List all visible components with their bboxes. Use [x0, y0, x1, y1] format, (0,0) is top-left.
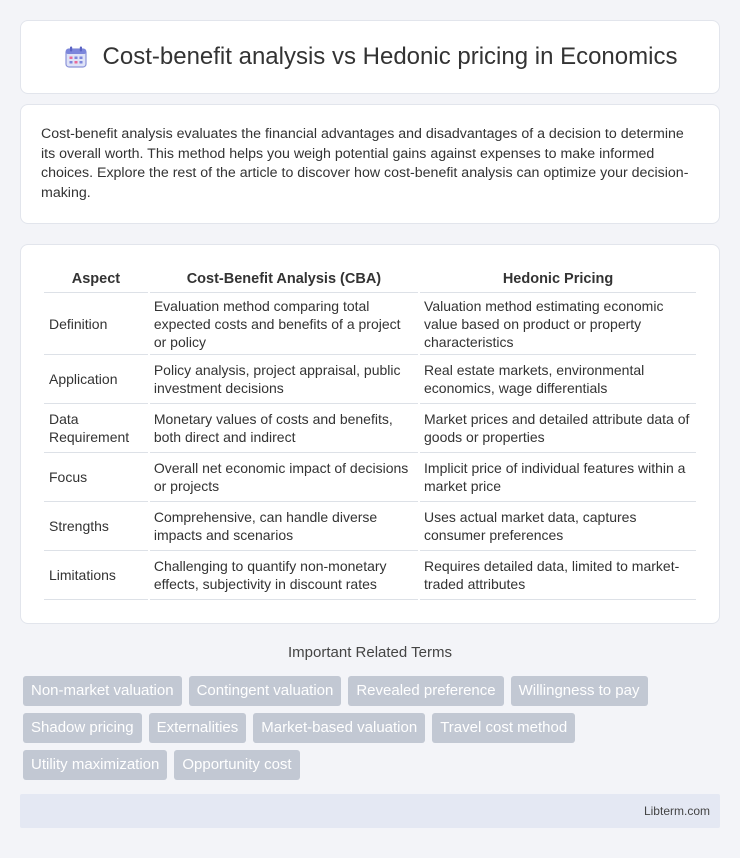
title-wrap [63, 43, 678, 71]
row-hedonic: Real estate markets, environmental economics, wage differentials [420, 355, 696, 404]
footer-brand-link[interactable]: Libterm.com [643, 804, 710, 818]
row-cba: Overall net economic impact of decisions or projects [150, 453, 418, 502]
tag-travel-cost-method[interactable]: Travel cost method [432, 713, 575, 743]
header-card [20, 20, 720, 94]
related-terms-list [23, 676, 703, 780]
row-hedonic: Requires detailed data, limited to market-traded attributes [420, 551, 696, 600]
row-aspect: Application [44, 355, 148, 404]
table-row [44, 453, 696, 502]
row-hedonic: Valuation method estimating economic value based on product or property characteristics [420, 293, 696, 355]
calendar-icon [63, 44, 89, 70]
tag-market-based-valuation[interactable]: Market-based valuation [253, 713, 425, 743]
tag-willingness-to-pay[interactable]: Willingness to pay [511, 676, 648, 706]
intro-text: Cost-benefit analysis evaluates the financial advantages and disadvantages of a decision to determine its overall worth. This method helps you weigh potential gains against expenses to make informed choices. Explore the rest of the article to discover how cost-benefit analysis can optimize your decision-making. [41, 126, 689, 201]
row-cba: Challenging to quantify non-monetary effects, subjectivity in discount rates [150, 551, 418, 600]
tag-externalities[interactable]: Externalities [149, 713, 247, 743]
intro-card [20, 104, 720, 224]
tag-shadow-pricing[interactable]: Shadow pricing [23, 713, 142, 743]
tag-contingent-valuation[interactable]: Contingent valuation [189, 676, 342, 706]
table-row [44, 551, 696, 600]
comparison-table-card [20, 244, 720, 624]
tag-opportunity-cost[interactable]: Opportunity cost [174, 750, 299, 780]
table-row [44, 293, 696, 355]
row-hedonic: Market prices and detailed attribute data of goods or properties [420, 404, 696, 453]
tag-non-market-valuation[interactable]: Non-market valuation [23, 676, 182, 706]
row-hedonic: Uses actual market data, captures consumer preferences [420, 502, 696, 551]
row-aspect: Limitations [44, 551, 148, 600]
page-title: Cost-benefit analysis vs Hedonic pricing in Economics [102, 43, 678, 70]
table-header-row [44, 265, 696, 293]
header-aspect: Aspect [44, 265, 148, 293]
tag-revealed-preference[interactable]: Revealed preference [348, 676, 503, 706]
row-aspect: Strengths [44, 502, 148, 551]
row-cba: Monetary values of costs and benefits, both direct and indirect [150, 404, 418, 453]
comparison-table [42, 265, 698, 600]
related-terms-title: Important Related Terms [288, 644, 452, 661]
header-cba: Cost-Benefit Analysis (CBA) [150, 265, 418, 293]
footer [20, 794, 720, 828]
row-aspect: Focus [44, 453, 148, 502]
table-row [44, 355, 696, 404]
row-aspect: Data Requirement [44, 404, 148, 453]
header-hedonic: Hedonic Pricing [420, 265, 696, 293]
row-cba: Policy analysis, project appraisal, public investment decisions [150, 355, 418, 404]
row-hedonic: Implicit price of individual features within a market price [420, 453, 696, 502]
table-row [44, 502, 696, 551]
row-aspect: Definition [44, 293, 148, 355]
row-cba: Evaluation method comparing total expected costs and benefits of a project or policy [150, 293, 418, 355]
table-row [44, 404, 696, 453]
tag-utility-maximization[interactable]: Utility maximization [23, 750, 167, 780]
row-cba: Comprehensive, can handle diverse impacts and scenarios [150, 502, 418, 551]
